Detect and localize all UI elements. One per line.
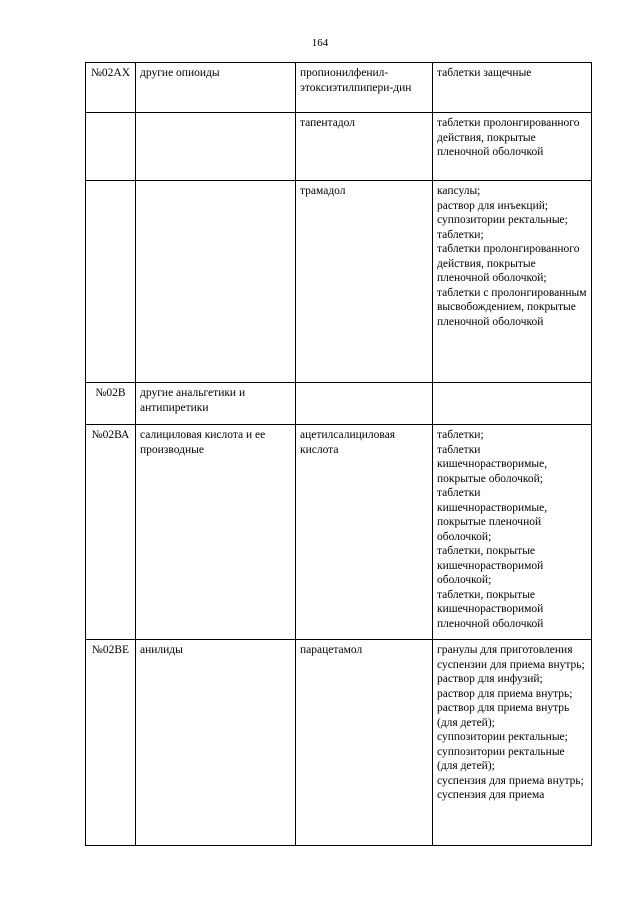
dosage-form-item: гранулы для приготовления суспензии для приема внутрь; xyxy=(437,644,585,671)
dosage-form-item: таблетки защечные xyxy=(437,67,532,79)
dosage-forms-cell xyxy=(433,181,592,383)
dosage-forms-cell xyxy=(433,63,592,113)
inn-cell: парацетамол xyxy=(296,640,433,846)
atc-group-cell: другие опиоиды xyxy=(136,63,296,113)
dosage-form-item: таблетки; xyxy=(437,429,484,441)
dosage-form-item: капсулы; xyxy=(437,185,481,197)
dosage-form-item: раствор для приема внутрь (для детей); xyxy=(437,702,570,729)
dosage-form-item: таблетки, покрытые кишечнорастворимой пленочной оболочкой xyxy=(437,588,544,630)
dosage-form-item: таблетки; xyxy=(437,228,484,241)
atc-code-cell xyxy=(86,181,136,383)
table-row xyxy=(86,640,592,846)
dosage-form-item: раствор для инфузий; xyxy=(437,673,543,685)
dosage-form-item: суспензия для приема xyxy=(437,789,545,801)
table-row xyxy=(86,383,592,425)
dosage-form-item: таблетки пролонгированного действия, покрытые пленочной оболочкой; xyxy=(437,243,580,284)
atc-code-cell: №02ВЕ xyxy=(86,640,136,846)
dosage-form-item: суппозитории ректальные (для детей); xyxy=(437,745,565,772)
drug-table xyxy=(85,62,592,846)
table-row xyxy=(86,113,592,181)
atc-group-cell xyxy=(136,181,296,383)
dosage-form-item: суппозитории ректальные; xyxy=(437,214,568,226)
dosage-form-item: раствор для инъекций; xyxy=(437,199,549,212)
dosage-form-item: таблетки пролонгированного действия, покрытые пленочной оболочкой xyxy=(437,117,580,158)
dosage-form-item: раствор для приема внутрь; xyxy=(437,687,573,700)
dosage-form-item: суспензия для приема внутрь; xyxy=(437,774,584,787)
dosage-form-item: таблетки кишечнорастворимые, покрытые пленочной оболочкой; xyxy=(437,487,548,543)
dosage-forms-cell xyxy=(433,113,592,181)
dosage-forms-cell xyxy=(433,425,592,640)
atc-group-cell: другие анальгетики и антипиретики xyxy=(136,383,296,425)
table-row xyxy=(86,63,592,113)
atc-group-cell: салициловая кислота и ее производные xyxy=(136,425,296,640)
dosage-forms-cell xyxy=(433,640,592,846)
dosage-form-item: таблетки кишечнорастворимые, покрытые оболочкой; xyxy=(437,443,548,485)
inn-cell: ацетилсалициловая кислота xyxy=(296,425,433,640)
inn-cell xyxy=(296,383,433,425)
atc-code-cell xyxy=(86,113,136,181)
table-body xyxy=(86,63,592,846)
inn-cell: трамадол xyxy=(296,181,433,383)
inn-cell: тапентадол xyxy=(296,113,433,181)
dosage-form-item: таблетки, покрытые кишечнорастворимой оболочкой; xyxy=(437,545,544,586)
atc-group-cell xyxy=(136,113,296,181)
dosage-form-item: суппозитории ректальные; xyxy=(437,731,568,743)
page-number: 164 xyxy=(311,37,329,49)
dosage-form-item: таблетки с пролонгированным высвобождением, покрытые пленочной оболочкой xyxy=(437,286,587,328)
atc-code-cell: №02АХ xyxy=(86,63,136,113)
table-row xyxy=(86,425,592,640)
atc-code-cell: №02ВА xyxy=(86,425,136,640)
atc-group-cell: анилиды xyxy=(136,640,296,846)
atc-code-cell: №02В xyxy=(86,383,136,425)
dosage-forms-cell xyxy=(433,383,592,425)
table-row xyxy=(86,181,592,383)
inn-cell: пропионилфенил-этоксиэтилпипери-дин xyxy=(296,63,433,113)
